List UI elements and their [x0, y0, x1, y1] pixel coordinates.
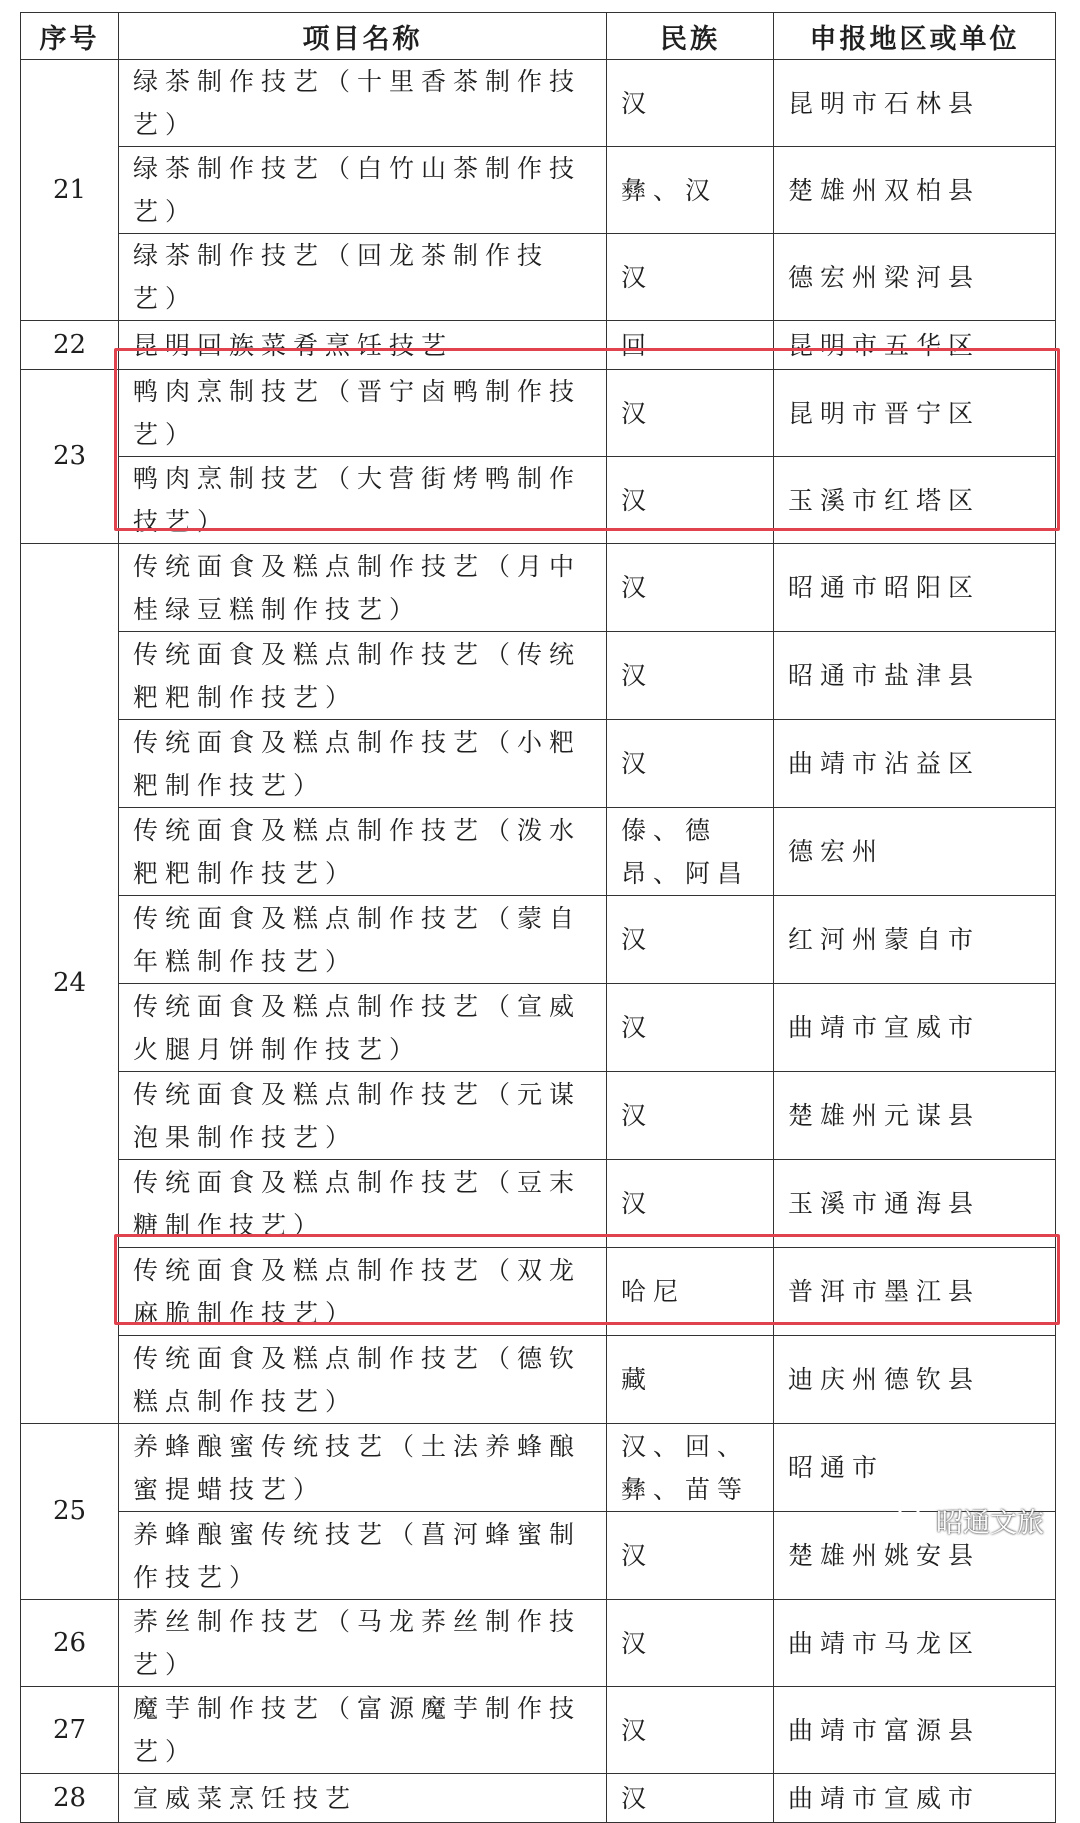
ethnic-group-cell: 汉	[607, 896, 774, 984]
ethnic-group-cell: 汉	[607, 457, 774, 544]
region-cell: 昆明市晋宁区	[774, 370, 1056, 457]
project-name-cell: 传统面食及糕点制作技艺（月中桂绿豆糕制作技艺）	[119, 544, 607, 632]
region-cell: 昆明市石林县	[774, 60, 1056, 147]
project-name-cell: 传统面食及糕点制作技艺（传统粑粑制作技艺）	[119, 632, 607, 720]
table-row	[21, 984, 1056, 1072]
table-row	[21, 632, 1056, 720]
watermark	[896, 1501, 1044, 1540]
ethnic-group-cell: 汉	[607, 1160, 774, 1248]
ethnic-group-cell: 汉	[607, 60, 774, 147]
region-cell: 楚雄州元谋县	[774, 1072, 1056, 1160]
region-cell: 曲靖市沾益区	[774, 720, 1056, 808]
ethnic-group-cell: 汉、回、彝、苗等	[607, 1424, 774, 1512]
region-cell: 德宏州	[774, 808, 1056, 896]
region-cell: 昭通市盐津县	[774, 632, 1056, 720]
ethnic-group-cell: 哈尼	[607, 1248, 774, 1336]
wechat-icon	[896, 1507, 930, 1535]
header-seq: 序号	[21, 13, 119, 60]
seq-cell: 24	[21, 544, 119, 1424]
project-name-cell: 传统面食及糕点制作技艺（宣威火腿月饼制作技艺）	[119, 984, 607, 1072]
region-cell: 曲靖市宣威市	[774, 1774, 1056, 1823]
region-cell: 楚雄州双柏县	[774, 147, 1056, 234]
ethnic-group-cell: 汉	[607, 1600, 774, 1687]
region-cell: 玉溪市通海县	[774, 1160, 1056, 1248]
project-name-cell: 绿茶制作技艺（回龙茶制作技艺）	[119, 234, 607, 321]
ethnic-group-cell: 傣、德昂、阿昌	[607, 808, 774, 896]
table-row	[21, 1160, 1056, 1248]
table-row	[21, 896, 1056, 984]
seq-cell: 26	[21, 1600, 119, 1687]
table-row	[21, 544, 1056, 632]
table-header	[21, 13, 1056, 60]
region-cell: 楚雄州姚安县	[774, 1512, 1056, 1600]
project-name-cell: 宣威菜烹饪技艺	[119, 1774, 607, 1823]
header-project-name: 项目名称	[119, 13, 607, 60]
project-name-cell: 传统面食及糕点制作技艺（蒙自年糕制作技艺）	[119, 896, 607, 984]
ethnic-group-cell: 汉	[607, 1687, 774, 1774]
table-row	[21, 1072, 1056, 1160]
table-row	[21, 457, 1056, 544]
region-cell: 普洱市墨江县	[774, 1248, 1056, 1336]
ethnic-group-cell: 汉	[607, 1774, 774, 1823]
project-name-cell: 传统面食及糕点制作技艺（泼水粑粑制作技艺）	[119, 808, 607, 896]
table-row	[21, 60, 1056, 147]
project-name-cell: 传统面食及糕点制作技艺（双龙麻脆制作技艺）	[119, 1248, 607, 1336]
table-body	[21, 60, 1056, 1823]
region-cell: 曲靖市马龙区	[774, 1600, 1056, 1687]
region-cell: 昆明市五华区	[774, 321, 1056, 370]
ethnic-group-cell: 彝、汉	[607, 147, 774, 234]
ethnic-group-cell: 回	[607, 321, 774, 370]
project-name-cell: 鸭肉烹制技艺（晋宁卤鸭制作技艺）	[119, 370, 607, 457]
project-name-cell: 传统面食及糕点制作技艺（元谋泡果制作技艺）	[119, 1072, 607, 1160]
heritage-list-table	[20, 12, 1056, 1823]
ethnic-group-cell: 汉	[607, 544, 774, 632]
region-cell: 德宏州梁河县	[774, 234, 1056, 321]
seq-cell: 27	[21, 1687, 119, 1774]
project-name-cell: 养蜂酿蜜传统技艺（菖河蜂蜜制作技艺）	[119, 1512, 607, 1600]
seq-cell: 22	[21, 321, 119, 370]
project-name-cell: 传统面食及糕点制作技艺（德钦糕点制作技艺）	[119, 1336, 607, 1424]
table-row	[21, 1336, 1056, 1424]
table-row	[21, 234, 1056, 321]
table-row	[21, 1600, 1056, 1687]
header-region: 申报地区或单位	[774, 13, 1056, 60]
project-name-cell: 绿茶制作技艺（白竹山茶制作技艺）	[119, 147, 607, 234]
seq-cell: 23	[21, 370, 119, 544]
project-name-cell: 养蜂酿蜜传统技艺（土法养蜂酿蜜提蜡技艺）	[119, 1424, 607, 1512]
region-cell: 曲靖市富源县	[774, 1687, 1056, 1774]
region-cell: 玉溪市红塔区	[774, 457, 1056, 544]
ethnic-group-cell: 汉	[607, 632, 774, 720]
project-name-cell: 魔芋制作技艺（富源魔芋制作技艺）	[119, 1687, 607, 1774]
ethnic-group-cell: 汉	[607, 720, 774, 808]
project-name-cell: 绿茶制作技艺（十里香茶制作技艺）	[119, 60, 607, 147]
table-row	[21, 370, 1056, 457]
ethnic-group-cell: 汉	[607, 234, 774, 321]
seq-cell: 28	[21, 1774, 119, 1823]
project-name-cell: 传统面食及糕点制作技艺（小粑粑制作技艺）	[119, 720, 607, 808]
ethnic-group-cell: 汉	[607, 1072, 774, 1160]
region-cell: 昭通市	[774, 1424, 1056, 1512]
project-name-cell: 荞丝制作技艺（马龙荞丝制作技艺）	[119, 1600, 607, 1687]
project-name-cell: 昆明回族菜肴烹饪技艺	[119, 321, 607, 370]
ethnic-group-cell: 藏	[607, 1336, 774, 1424]
project-name-cell: 传统面食及糕点制作技艺（豆末糖制作技艺）	[119, 1160, 607, 1248]
table-row	[21, 720, 1056, 808]
table-row	[21, 1424, 1056, 1512]
region-cell: 红河州蒙自市	[774, 896, 1056, 984]
region-cell: 曲靖市宣威市	[774, 984, 1056, 1072]
table-row	[21, 1687, 1056, 1774]
table-row	[21, 1248, 1056, 1336]
seq-cell: 21	[21, 60, 119, 321]
ethnic-group-cell: 汉	[607, 1512, 774, 1600]
header-ethnic-group: 民族	[607, 13, 774, 60]
table-row	[21, 321, 1056, 370]
region-cell: 迪庆州德钦县	[774, 1336, 1056, 1424]
watermark-text: 昭通文旅	[936, 1508, 1044, 1539]
table-row	[21, 147, 1056, 234]
region-cell: 昭通市昭阳区	[774, 544, 1056, 632]
seq-cell: 25	[21, 1424, 119, 1600]
table-row	[21, 1774, 1056, 1823]
table-row	[21, 808, 1056, 896]
project-name-cell: 鸭肉烹制技艺（大营街烤鸭制作技艺）	[119, 457, 607, 544]
ethnic-group-cell: 汉	[607, 370, 774, 457]
ethnic-group-cell: 汉	[607, 984, 774, 1072]
